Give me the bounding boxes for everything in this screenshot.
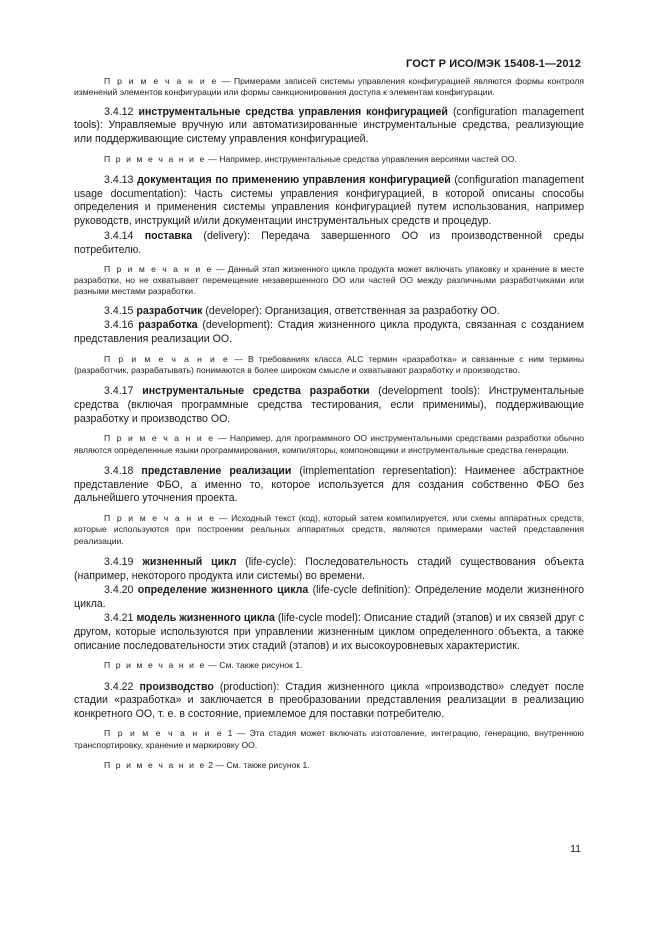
term-definition bbox=[74, 319, 584, 346]
term-definition bbox=[74, 465, 584, 506]
term-definition bbox=[74, 305, 584, 319]
note-paragraph: П р и м е ч а н и е — В требованиях класса ALC термин «разработка» и связанные с ним термины (разработчик, разрабатывать) понимаются в более широком смысле и охватывают разработку и производство. bbox=[74, 353, 584, 375]
note-label: П р и м е ч а н и е bbox=[104, 728, 224, 739]
document-body bbox=[74, 76, 584, 772]
term-number: 3.4.13 bbox=[104, 174, 134, 186]
term-definition bbox=[74, 584, 584, 611]
term-definition bbox=[74, 681, 584, 722]
term-name: жизненный цикл bbox=[142, 555, 237, 568]
term-name: представление реализации bbox=[141, 464, 292, 477]
term-definition bbox=[74, 556, 584, 583]
term-text: (production): Стадия жизненного цикла «производство» следует после стадии «разработка» и заключается в преобразовании представления реализации в реализацию конкретного ОО, т. е. в состояние, приемлемое для поставки потребителю. bbox=[74, 680, 584, 720]
note-label: П р и м е ч а н и е bbox=[104, 512, 216, 523]
term-text: (configuration management usage documentation): Часть системы управления конфигурацией, в которой описаны способы определения и применения системы управления конфигурацией путем использования, например руководств, инструкций и/или документации инструментальных средств и процедур. bbox=[74, 174, 584, 227]
term-name: инструментальные средства управления конфигурацией bbox=[138, 105, 448, 118]
note-paragraph: П р и м е ч а н и е — Например, для программного ОО инструментальными средствами разработки обычно являются определенные языки программирования, компиляторы, компоновщики и инструментальные средства генерации. bbox=[74, 433, 584, 455]
term-definition bbox=[74, 174, 584, 228]
term-definition bbox=[74, 106, 584, 147]
term-definition bbox=[74, 612, 584, 653]
note-label: П р и м е ч а н и е bbox=[104, 433, 215, 444]
note-label: П р и м е ч а н и е bbox=[104, 353, 230, 364]
note-paragraph: П р и м е ч а н и е 2 — См. также рисунок 1. bbox=[104, 760, 310, 771]
note-index: 1 bbox=[223, 728, 233, 739]
note-paragraph: П р и м е ч а н и е — См. также рисунок 1. bbox=[104, 660, 303, 671]
term-name: разработка bbox=[138, 319, 198, 332]
term-number: 3.4.17 bbox=[104, 385, 134, 398]
page-number: 11 bbox=[570, 843, 581, 855]
note-label: П р и м е ч а н и е bbox=[104, 660, 206, 671]
term-text: (development): Стадия жизненного цикла продукта, связанная с созданием представления реализации ОО. bbox=[74, 319, 584, 345]
note-paragraph: П р и м е ч а н и е — Примерами записей системы управления конфигурацией являются формы контроля изменений элементов конфигурации или формы санкционирования доступа к элементам конфигурации. bbox=[74, 76, 584, 98]
note-paragraph: П р и м е ч а н и е — Исходный текст (код), который затем компилируется, или схемы аппаратных средств, которые используются при построении реальных аппаратных средств, являются примерами частей представления реализации. bbox=[74, 512, 584, 546]
term-number: 3.4.22 bbox=[104, 680, 134, 693]
term-definition bbox=[74, 230, 584, 257]
term-name: инструментальные средства разработки bbox=[142, 385, 370, 398]
term-name: разработчик bbox=[136, 304, 203, 317]
note-paragraph: П р и м е ч а н и е 1 — Эта стадия может включать изготовление, интеграцию, генерацию, внутреннюю транспортировку, хранение и маркировку ОО. bbox=[74, 728, 584, 750]
term-text: (configuration management tools): Управляемые вручную или автоматизированные инструментальные средства, реализующие или поддерживающие систему управления конфигурацией. bbox=[74, 105, 584, 145]
note-index: 2 bbox=[205, 760, 214, 771]
note-label: П р и м е ч а н и е bbox=[104, 76, 218, 86]
term-number: 3.4.14 bbox=[104, 230, 134, 243]
term-number: 3.4.12 bbox=[104, 105, 134, 118]
term-text: (delivery): Передача завершенного ОО из производственной среды потребителю. bbox=[74, 230, 584, 256]
term-name: поставка bbox=[144, 230, 193, 243]
term-number: 3.4.15 bbox=[104, 304, 134, 317]
term-text: (life-cycle model): Описание стадий (этапов) и их связей друг с другом, которые используются при управлении жизненным циклом определенного объекта, а также описание последовательности этих стадий (этапов) и их высокоуровневых характеристик. bbox=[74, 612, 584, 652]
term-number: 3.4.16 bbox=[104, 319, 134, 332]
term-text: (implementation representation): Наименее абстрактное представление ФБО, а именно то, которое используется для создания собственно ФБО без дальнейшего уточнения проекта. bbox=[74, 464, 584, 505]
term-number: 3.4.21 bbox=[104, 612, 134, 625]
term-number: 3.4.18 bbox=[104, 464, 134, 477]
term-text: (life-cycle definition): Определение модели жизненного цикла. bbox=[74, 584, 584, 610]
note-label: П р и м е ч а н и е bbox=[104, 760, 206, 771]
term-number: 3.4.20 bbox=[104, 584, 134, 597]
term-name: модель жизненного цикла bbox=[136, 612, 275, 625]
term-name: определение жизненного цикла bbox=[137, 584, 309, 597]
term-text: (development tools): Инструментальные средства (включая программные средства тестирования, если применимы), поддерживающие разработку и производство ОО. bbox=[74, 385, 584, 425]
term-name: документация по применению управления конфигурацией bbox=[137, 174, 451, 186]
note-label: П р и м е ч а н и е bbox=[104, 263, 213, 274]
term-definition bbox=[74, 385, 584, 426]
document-header: ГОСТ Р ИСО/МЭК 15408-1—2012 bbox=[406, 58, 581, 70]
term-text: (life-cycle): Последовательность стадий существования объекта (например, некоторого продукта или системы) во времени. bbox=[74, 555, 584, 582]
note-paragraph: П р и м е ч а н и е — Данный этап жизненного цикла продукта может включать упаковку и хранение в месте разработки, но не охватывает перемещение незавершенного ОО или частей ОО между различными разработчиками или разными местами разработки. bbox=[74, 263, 584, 297]
note-paragraph: П р и м е ч а н и е — Например, инструментальные средства управления версиями частей ОО. bbox=[104, 153, 517, 164]
term-name: производство bbox=[139, 680, 214, 693]
term-number: 3.4.19 bbox=[104, 555, 134, 568]
note-label: П р и м е ч а н и е bbox=[104, 153, 206, 164]
term-text: (developer): Организация, ответственная за разработку ОО. bbox=[202, 304, 500, 317]
